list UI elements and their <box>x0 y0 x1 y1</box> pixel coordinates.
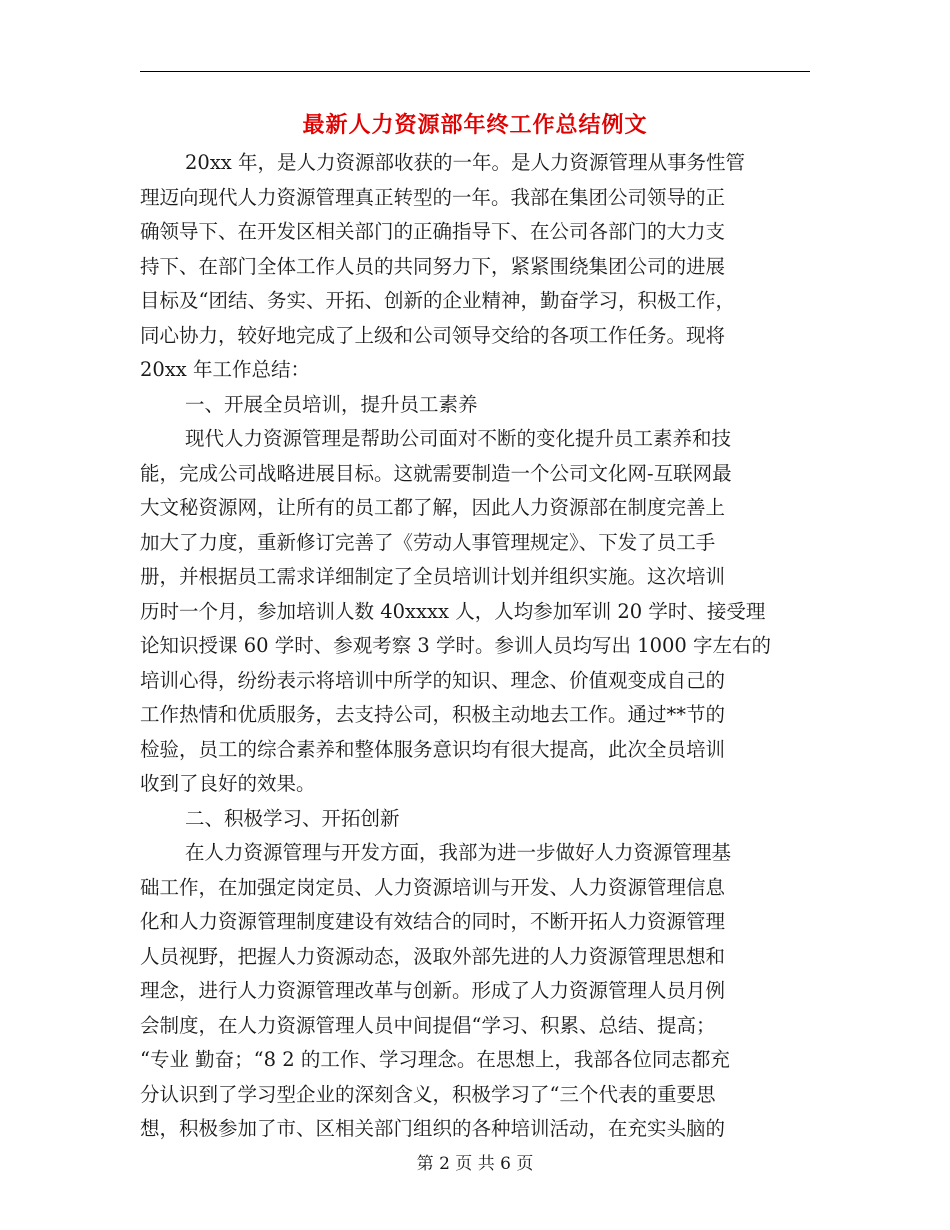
body-line: 理迈向现代人力资源管理真正转型的一年。我部在集团公司领导的正 <box>140 185 726 209</box>
body-line: 会制度，在人力资源管理人员中间提倡“学习、积累、总结、提高； <box>140 1013 716 1037</box>
body-line: 能，完成公司战略进展目标。这就需要制造一个公司文化网-互联网最 <box>140 461 732 485</box>
body-line: “专业 勤奋；“8 2 的工作、学习理念。在思想上，我部各位同志都充 <box>140 1048 730 1071</box>
section-heading: 一、开展全员培训，提升员工素养 <box>185 392 478 416</box>
body-line: 同心协力，较好地完成了上级和公司领导交给的各项工作任务。现将 <box>140 323 726 347</box>
body-line: 础工作，在加强定岗定员、人力资源培训与开发、人力资源管理信息 <box>140 875 726 899</box>
body-line: 工作热情和优质服务，去支持公司，积极主动地去工作。通过**节的 <box>140 703 726 726</box>
page-number: 第 2 页 共 6 页 <box>416 1154 534 1174</box>
body-line: 目标及“团结、务实、开拓、创新的企业精神，勤奋学习，积极工作， <box>140 289 735 312</box>
body-line: 分认识到了学习型企业的深刻含义，积极学习了“三个代表的重要思 <box>140 1082 716 1106</box>
body-line: 论知识授课 60 学时、参观考察 3 学时。参训人员均写出 1000 字左右的 <box>140 634 772 657</box>
body-line: 想，积极参加了市、区相关部门组织的各种培训活动，在充实头脑的 <box>140 1117 726 1140</box>
body-line: 在人力资源管理与开发方面，我部为进一步做好人力资源管理基 <box>185 841 732 864</box>
body-line: 收到了良好的效果。 <box>140 772 316 795</box>
body-line: 历时一个月，参加培训人数 40xxxx 人，人均参加军训 20 学时、接受理 <box>140 599 766 623</box>
body-line: 加大了力度，重新修订完善了《劳动人事管理规定》、下发了员工手 <box>140 530 716 554</box>
body-line: 人员视野，把握人力资源动态，汲取外部先进的人力资源管理思想和 <box>140 944 726 968</box>
body-line: 培训心得，纷纷表示将培训中所学的知识、理念、价值观变成自己的 <box>140 668 726 692</box>
body-line: 持下、在部门全体工作人员的共同努力下，紧紧围绕集团公司的进展 <box>140 254 726 278</box>
body-line: 确领导下、在开发区相关部门的正确指导下、在公司各部门的大力支 <box>140 220 726 243</box>
header-rule <box>140 71 810 72</box>
body-line: 理念，进行人力资源管理改革与创新。形成了人力资源管理人员月例 <box>140 979 726 1002</box>
body-line: 化和人力资源管理制度建设有效结合的同时，不断开拓人力资源管理 <box>140 910 726 933</box>
body-line: 检验，员工的综合素养和整体服务意识均有很大提高，此次全员培训 <box>140 737 726 761</box>
document-title: 最新人力资源部年终工作总结例文 <box>302 112 648 138</box>
body-line: 现代人力资源管理是帮助公司面对不断的变化提升员工素养和技 <box>185 427 732 450</box>
body-line: 20xx 年，是人力资源部收获的一年。是人力资源管理从事务性管 <box>185 151 746 174</box>
section-heading: 二、积极学习、开拓创新 <box>185 806 400 830</box>
body-line: 20xx 年工作总结： <box>140 358 311 381</box>
body-line: 册，并根据员工需求详细制定了全员培训计划并组织实施。这次培训 <box>140 565 726 588</box>
document-body <box>140 146 810 1147</box>
body-line: 大文秘资源网，让所有的员工都了解，因此人力资源部在制度完善上 <box>140 496 726 519</box>
